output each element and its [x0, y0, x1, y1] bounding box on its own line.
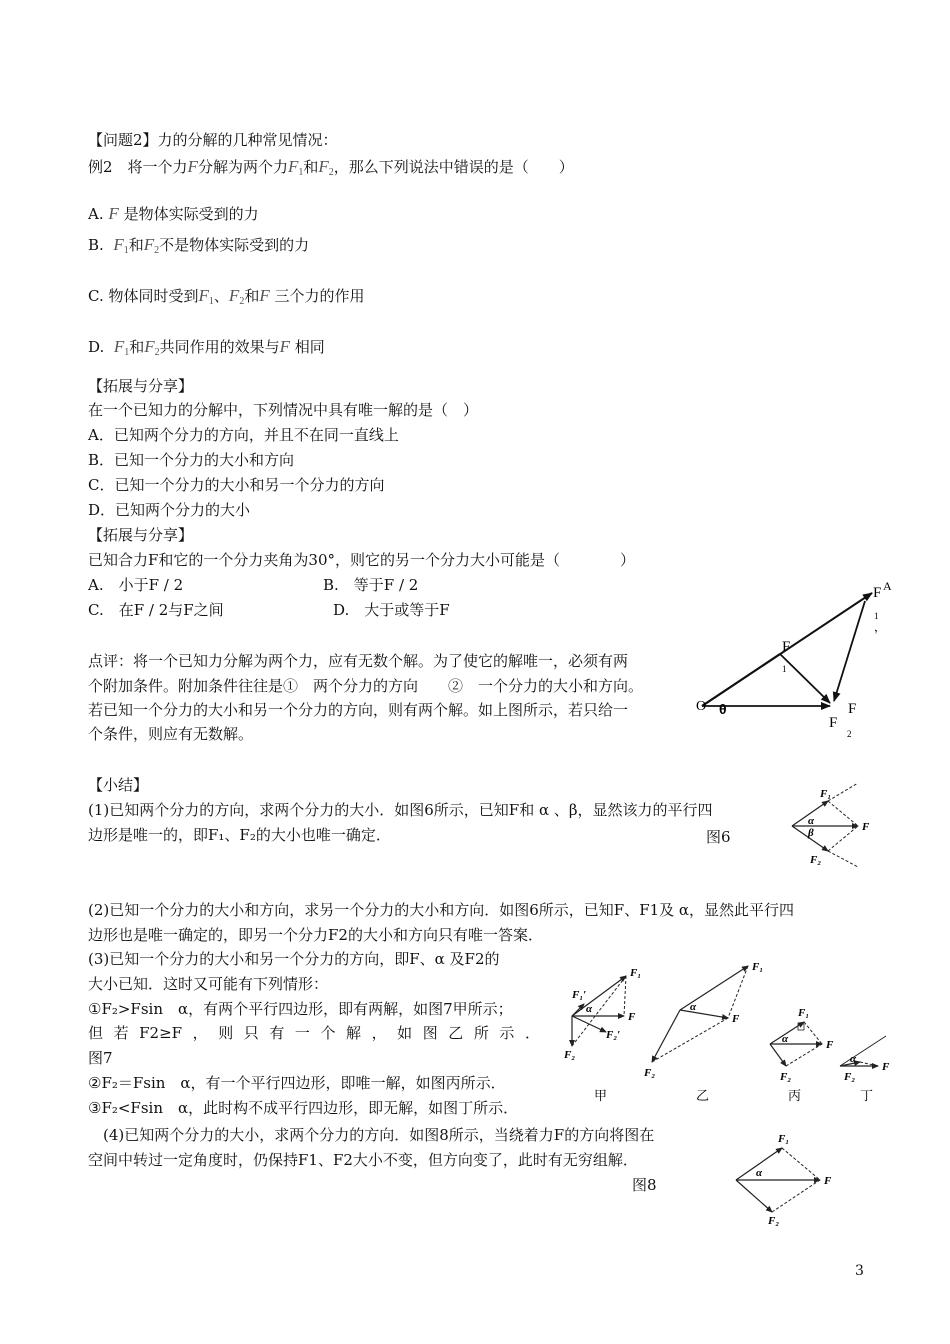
figure7-caption: 图7: [88, 1049, 113, 1067]
ex2-and: 和: [303, 158, 319, 176]
var-F: F: [108, 204, 119, 223]
f-label: F: [732, 1013, 740, 1025]
sub-2: 2: [239, 296, 245, 307]
dashed-extension: [828, 851, 858, 867]
var-F1: F: [198, 286, 209, 305]
option-d: [88, 338, 325, 362]
option-c-and: 和: [244, 287, 260, 305]
sub-2: 2: [328, 167, 334, 178]
f1-label: F₁: [752, 961, 764, 973]
option-c-text: 三个力的作用: [274, 287, 365, 305]
origin-label: O: [696, 699, 707, 714]
extension1-option-b: B．已知一个分力的大小和方向: [88, 451, 295, 469]
option-b: [88, 236, 309, 260]
extension1-option-a: A．已知两个分力的方向，并且不在同一直线上: [88, 426, 399, 444]
f-bottom-label: F: [829, 715, 838, 731]
option-d-text: 相同: [294, 338, 325, 356]
component-f2-arrow: [780, 654, 830, 703]
ex2-suffix: ，那么下列说法中错误的是（ ）: [333, 158, 574, 176]
f2-label: F₂: [810, 854, 822, 866]
figure7-label-bing: 丙: [788, 1089, 802, 1104]
option-c-pre: 物体同时受到: [108, 287, 199, 305]
f-label: F: [628, 1011, 636, 1023]
f2-label: F₂: [644, 1067, 656, 1079]
alpha-label: α: [850, 1053, 857, 1065]
summary-p3-line1: (3)已知一个分力的大小和另一个分力的方向，即F、α 及F2的: [88, 950, 500, 968]
figure8-diagram: [724, 1128, 854, 1228]
summary-p1-line1: (1)已知两个分力的方向，求两个分力的大小．如图6所示，已知F和 α 、β，显然该力的平行四: [88, 801, 713, 819]
summary-p2-line2: 边形也是唯一确定的，即另一个分力F2的大小和方向只有唯一答案．: [88, 926, 543, 944]
f2-arrow: [770, 1044, 786, 1066]
figure7-diagram: [560, 958, 890, 1108]
var-F2: F: [143, 235, 155, 254]
var-F2: F: [318, 157, 329, 176]
alpha-label: α: [782, 1033, 789, 1045]
f1-label: F₁: [630, 967, 642, 979]
extension2-option-b: B. 等于F / 2: [323, 576, 419, 594]
extension2-title: 【拓展与分享】: [88, 526, 194, 544]
extension1-question: 在一个已知力的分解中，下列情况中具有唯一解的是（ ）: [88, 401, 479, 419]
problem2-title: 【问题2】力的分解的几种常见情况：: [88, 131, 338, 149]
option-b-and: 和: [128, 236, 144, 254]
f1-label: F₁: [820, 788, 832, 800]
dashed-line: [624, 976, 626, 1016]
f1-prime-label: F₁′: [572, 989, 587, 1001]
extension2-option-a: A. 小于F / 2: [88, 576, 184, 594]
alpha-label: α: [586, 1003, 593, 1015]
figure7-bing: [770, 1007, 834, 1083]
extension2-question: 已知合力F和它的一个分力夹角为30°，则它的另一个分力大小可能是（ ）: [88, 551, 635, 569]
sub-2: 2: [154, 245, 160, 256]
sub-1: 1: [208, 296, 214, 307]
theta-label: θ: [719, 701, 727, 717]
ex2-prefix: 例2 将一个力: [88, 158, 188, 176]
comment-line-4: 个条件，则应有无数解。: [88, 725, 254, 743]
extension2-option-c: C. 在F / 2与F之间: [88, 601, 224, 619]
f-label: F: [873, 585, 882, 601]
var-F: F: [259, 286, 270, 305]
option-d-mid: 共同作用的效果与: [159, 338, 280, 356]
figure7-ding: [840, 1036, 890, 1083]
option-c: [88, 287, 365, 311]
dashed-line: [728, 966, 748, 1018]
extension1-option-c: C．已知一个分力的大小和另一个分力的方向: [88, 476, 385, 494]
f2-label: F₂: [768, 1215, 780, 1227]
example2-question: [88, 158, 574, 186]
extension1-title: 【拓展与分享】: [88, 377, 194, 395]
force-decomposition-figure: [690, 575, 900, 745]
figure6-diagram: [780, 783, 890, 867]
alpha-label: α: [690, 1001, 697, 1013]
f1-prime-arrow: [572, 1004, 584, 1016]
sub-2: 2: [154, 347, 160, 358]
option-d-label: D.: [88, 338, 105, 356]
figure7-yi: [643, 961, 763, 1079]
var-F2: F: [144, 337, 155, 356]
f-label: F: [882, 1061, 890, 1073]
option-b-text: 不是物体实际受到的力: [159, 236, 310, 254]
option-a: [88, 205, 259, 223]
summary-p2-line1: (2)已知一个分力的大小和方向，求另一个分力的大小和方向．如图6所示，已知F、F1及 α，显然此平行四: [88, 901, 795, 919]
f1-label: F₁: [778, 1133, 790, 1145]
sub-1: 1: [298, 167, 304, 178]
a-label: A: [883, 579, 892, 593]
comma-mark: ，: [874, 620, 887, 634]
extension1-option-d: D．已知两个分力的大小: [88, 501, 251, 519]
a-sub: 1: [874, 611, 879, 621]
f2-label: F: [848, 701, 857, 717]
option-a-label: A.: [88, 205, 104, 223]
summary-p3-case1-cont: 但若F2≥F，则只有一个解，如图乙所示．: [88, 1024, 540, 1042]
var-F2: F: [228, 286, 240, 305]
figure8-caption: 图8: [632, 1176, 657, 1194]
page-number: 3: [855, 1263, 864, 1279]
var-F1: F: [113, 235, 124, 254]
f2-label: F₂: [844, 1071, 856, 1083]
f2-sub: 2: [847, 729, 852, 739]
var-F: F: [187, 157, 198, 176]
option-c-sep: 、: [213, 287, 229, 305]
summary-p4-line2: 空间中转过一定角度时，仍保持F1、F2大小不变，但方向变了，此时有无穷组解．: [88, 1151, 638, 1169]
option-d-and: 和: [129, 338, 145, 356]
f-arrow: [680, 1010, 728, 1018]
figure7-label-yi: 乙: [696, 1089, 710, 1104]
option-b-label: B.: [88, 236, 104, 254]
comment-line-3: 若已知一个分力的大小和另一个分力的方向，则有两个解。如上图所示，若只给一: [88, 701, 629, 719]
comment-line-2: 个附加条件。附加条件往往是① 两个分力的方向 ② 一个分力的大小和方向。: [88, 677, 644, 695]
option-c-label: C.: [88, 287, 104, 305]
component-f1-line: [702, 654, 780, 706]
f1-sub: 1: [782, 664, 787, 674]
summary-p3-case1: ①F₂>Fsin α，有两个平行四边形，即有两解，如图7甲所示；: [88, 1000, 513, 1018]
alpha-label: α: [808, 815, 815, 827]
sub-1: 1: [124, 347, 130, 358]
f-label: F: [824, 1175, 832, 1187]
dashed-line: [804, 1022, 822, 1044]
figure6-caption: 图6: [706, 828, 731, 846]
f1-label: F₁: [798, 1007, 810, 1019]
option-a-text: 是物体实际受到的力: [123, 205, 259, 223]
summary-p3-line2: 大小已知．这时又可能有下列情形：: [88, 975, 329, 993]
f2-label: F₂: [564, 1049, 576, 1061]
dashed-line: [782, 1148, 820, 1180]
dashed-line: [772, 1180, 820, 1212]
summary-p3-case3: ③F₂<Fsin α，此时构不成平行四边形，即无解，如图丁所示．: [88, 1099, 519, 1117]
var-F1: F: [287, 157, 299, 176]
summary-p4-line1: (4)已知两个分力的大小，求两个分力的方向．如图8所示，当绕着力F的方向将图在: [88, 1126, 655, 1144]
summary-p3-case2: ②F₂＝Fsin α，有一个平行四边形，即唯一解，如图丙所示．: [88, 1074, 506, 1092]
comment-line-1: 点评：将一个已知力分解为两个力，应有无数个解。为了使它的解唯一，必须有两: [88, 652, 629, 670]
figure7-label-ding: 丁: [860, 1089, 874, 1104]
ex2-mid: 分解为两个力: [197, 158, 288, 176]
var-F: F: [279, 337, 291, 356]
var-F1: F: [113, 337, 125, 356]
dashed-extension: [828, 783, 858, 801]
figure7-jia: [563, 967, 641, 1061]
summary-p1-line2: 边形是唯一的，即F₁、F₂的大小也唯一确定．: [88, 826, 391, 844]
f2-prime-label: F₂′: [606, 1029, 621, 1041]
dashed-line: [786, 1044, 822, 1066]
dashed-line: [828, 826, 858, 851]
f-label: F: [862, 821, 870, 833]
direction-line: [840, 1036, 886, 1066]
f-label: F: [826, 1039, 834, 1051]
summary-title: 【小结】: [88, 776, 149, 794]
sub-1: 1: [123, 245, 129, 256]
extension2-option-d: D. 大于或等于F: [333, 601, 450, 619]
dashed-line: [828, 801, 858, 826]
figure7-label-jia: 甲: [594, 1089, 608, 1104]
f2-arrow: [736, 1180, 772, 1212]
f2-label: F₂: [780, 1071, 792, 1083]
alpha-label: α: [756, 1167, 763, 1179]
f1-label: F: [782, 639, 791, 655]
beta-label: β: [808, 827, 814, 839]
